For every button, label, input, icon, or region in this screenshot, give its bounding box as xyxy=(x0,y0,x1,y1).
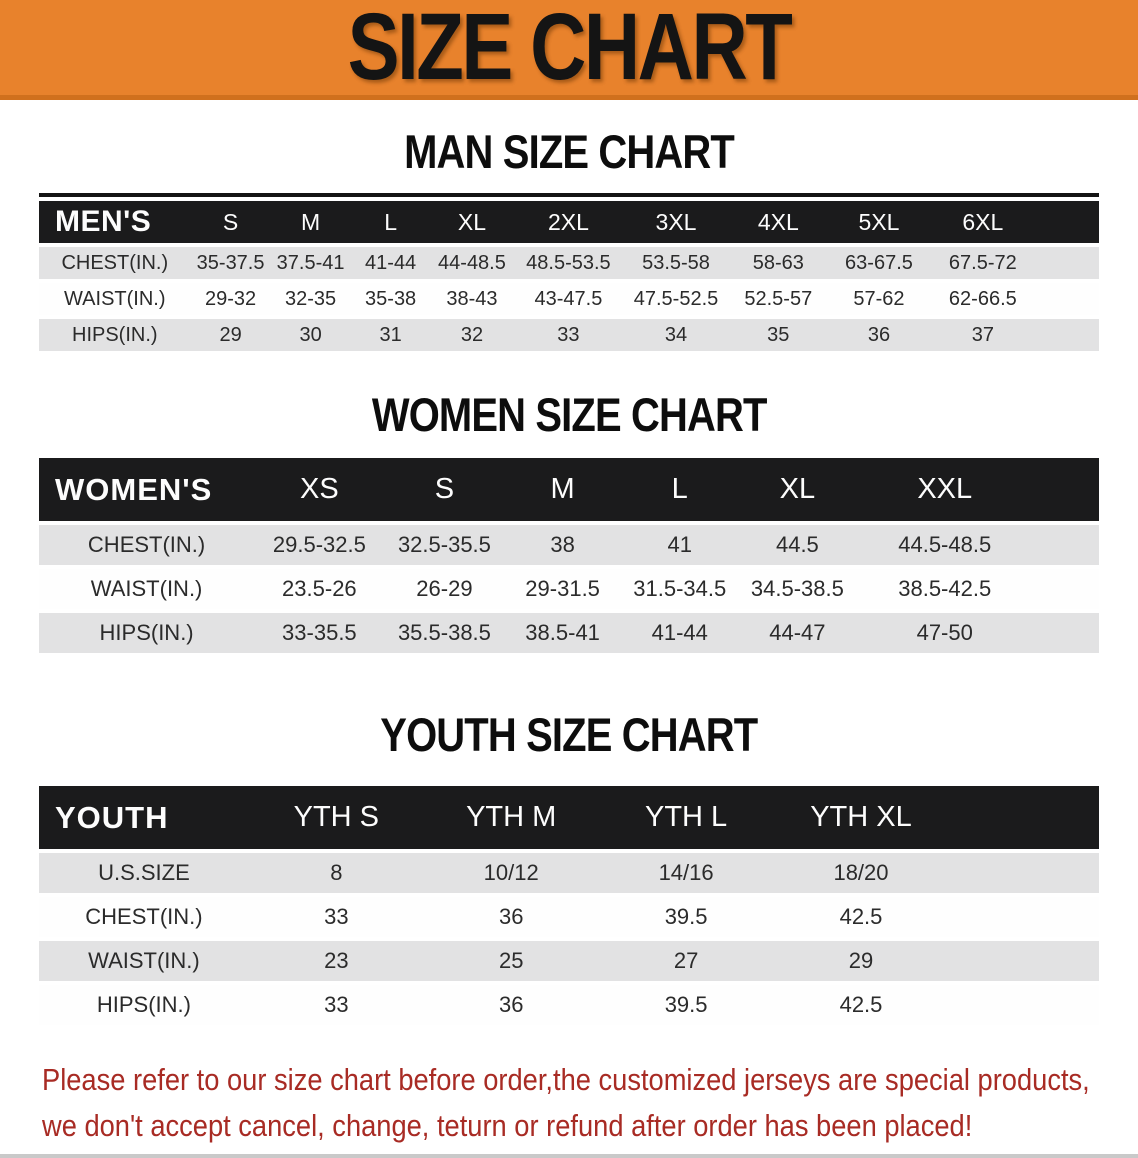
value-cell: 31 xyxy=(351,319,431,351)
value-cell: 48.5-53.5 xyxy=(513,247,623,279)
table-row xyxy=(39,569,1099,609)
column-header-cell: 3XL xyxy=(624,201,729,243)
value-cell: 38.5-42.5 xyxy=(856,569,1033,609)
spacer-cell xyxy=(1033,458,1099,521)
value-cell: 38.5-41 xyxy=(504,613,621,653)
column-header-cell: XL xyxy=(431,201,514,243)
value-cell: 44-47 xyxy=(739,613,857,653)
table-row xyxy=(39,985,1099,1025)
bottom-edge-strip xyxy=(0,1154,1138,1158)
value-cell: 29-31.5 xyxy=(504,569,621,609)
spacer-cell xyxy=(1033,613,1099,653)
youth-table-header-row xyxy=(39,786,1099,849)
row-label-cell: CHEST(IN.) xyxy=(39,525,254,565)
women-table-body xyxy=(39,525,1099,653)
value-cell: 18/20 xyxy=(774,853,949,893)
table-row xyxy=(39,283,1099,315)
women-section-heading-text: WOMEN SIZE CHART xyxy=(371,388,767,441)
value-cell: 39.5 xyxy=(599,897,774,937)
table-row xyxy=(39,613,1099,653)
value-cell: 35-37.5 xyxy=(191,247,271,279)
column-header-cell: L xyxy=(351,201,431,243)
value-cell: 41-44 xyxy=(621,613,739,653)
value-cell: 35-38 xyxy=(351,283,431,315)
women-table-header-row xyxy=(39,458,1099,521)
table-title-cell: MEN'S xyxy=(39,201,191,243)
youth-section-heading xyxy=(0,708,1138,761)
men-section-heading-text: MAN SIZE CHART xyxy=(404,125,734,178)
table-row xyxy=(39,941,1099,981)
value-cell: 33 xyxy=(513,319,623,351)
footnote xyxy=(42,1057,1138,1149)
column-header-cell: YTH M xyxy=(424,786,599,849)
spacer-cell xyxy=(1036,319,1099,351)
column-header-cell: XXL xyxy=(856,458,1033,521)
value-cell: 53.5-58 xyxy=(624,247,729,279)
value-cell: 41-44 xyxy=(351,247,431,279)
column-header-cell: S xyxy=(385,458,505,521)
value-cell: 25 xyxy=(424,941,599,981)
value-cell: 23 xyxy=(249,941,424,981)
value-cell: 26-29 xyxy=(385,569,505,609)
value-cell: 41 xyxy=(621,525,739,565)
value-cell: 39.5 xyxy=(599,985,774,1025)
women-size-table xyxy=(39,454,1099,657)
banner xyxy=(0,0,1138,100)
value-cell: 37.5-41 xyxy=(271,247,351,279)
men-section-heading xyxy=(0,125,1138,178)
value-cell: 33 xyxy=(249,897,424,937)
banner-title: SIZE CHART xyxy=(347,0,791,100)
spacer-cell xyxy=(1036,247,1099,279)
value-cell: 33-35.5 xyxy=(254,613,384,653)
value-cell: 34.5-38.5 xyxy=(739,569,857,609)
spacer-cell xyxy=(948,853,1099,893)
column-header-cell: YTH S xyxy=(249,786,424,849)
value-cell: 36 xyxy=(424,897,599,937)
table-title-cell: YOUTH xyxy=(39,786,249,849)
value-cell: 29 xyxy=(191,319,271,351)
value-cell: 30 xyxy=(271,319,351,351)
table-title-cell: WOMEN'S xyxy=(39,458,254,521)
row-label-cell: HIPS(IN.) xyxy=(39,613,254,653)
spacer-cell xyxy=(1033,569,1099,609)
value-cell: 29-32 xyxy=(191,283,271,315)
spacer-cell xyxy=(1033,525,1099,565)
column-header-cell: XS xyxy=(254,458,384,521)
value-cell: 38 xyxy=(504,525,621,565)
table-row xyxy=(39,897,1099,937)
value-cell: 43-47.5 xyxy=(513,283,623,315)
value-cell: 36 xyxy=(424,985,599,1025)
value-cell: 36 xyxy=(828,319,930,351)
value-cell: 58-63 xyxy=(728,247,828,279)
men-table-body xyxy=(39,247,1099,351)
women-section xyxy=(0,388,1138,657)
value-cell: 31.5-34.5 xyxy=(621,569,739,609)
table-row xyxy=(39,247,1099,279)
value-cell: 62-66.5 xyxy=(930,283,1036,315)
column-header-cell: 4XL xyxy=(728,201,828,243)
value-cell: 34 xyxy=(624,319,729,351)
value-cell: 8 xyxy=(249,853,424,893)
column-header-cell: M xyxy=(271,201,351,243)
column-header-cell: L xyxy=(621,458,739,521)
table-row xyxy=(39,319,1099,351)
row-label-cell: HIPS(IN.) xyxy=(39,985,249,1025)
men-table-header-row xyxy=(39,201,1099,243)
column-header-cell: XL xyxy=(739,458,857,521)
table-row xyxy=(39,853,1099,893)
value-cell: 42.5 xyxy=(774,897,949,937)
value-cell: 27 xyxy=(599,941,774,981)
spacer-cell xyxy=(948,985,1099,1025)
value-cell: 37 xyxy=(930,319,1036,351)
youth-table-body xyxy=(39,853,1099,1025)
value-cell: 29 xyxy=(774,941,949,981)
footnote-line-2 xyxy=(42,1103,1138,1149)
value-cell: 38-43 xyxy=(431,283,514,315)
footnote-line-2-text: we don't accept cancel, change, teturn or refund after order has been placed! xyxy=(42,1108,973,1143)
value-cell: 42.5 xyxy=(774,985,949,1025)
youth-section-heading-text: YOUTH SIZE CHART xyxy=(380,708,758,761)
value-cell: 23.5-26 xyxy=(254,569,384,609)
spacer-cell xyxy=(948,786,1099,849)
value-cell: 63-67.5 xyxy=(828,247,930,279)
column-header-cell: M xyxy=(504,458,621,521)
value-cell: 35 xyxy=(728,319,828,351)
value-cell: 35.5-38.5 xyxy=(385,613,505,653)
column-header-cell: YTH XL xyxy=(774,786,949,849)
women-section-heading xyxy=(0,388,1138,441)
footnote-line-1 xyxy=(42,1057,1138,1103)
row-label-cell: HIPS(IN.) xyxy=(39,319,191,351)
youth-size-table xyxy=(39,782,1099,1029)
row-label-cell: CHEST(IN.) xyxy=(39,897,249,937)
row-label-cell: U.S.SIZE xyxy=(39,853,249,893)
value-cell: 47.5-52.5 xyxy=(624,283,729,315)
value-cell: 44.5 xyxy=(739,525,857,565)
row-label-cell: CHEST(IN.) xyxy=(39,247,191,279)
value-cell: 32-35 xyxy=(271,283,351,315)
men-size-table xyxy=(39,193,1099,355)
value-cell: 32 xyxy=(431,319,514,351)
men-section xyxy=(0,125,1138,355)
row-label-cell: WAIST(IN.) xyxy=(39,283,191,315)
row-label-cell: WAIST(IN.) xyxy=(39,569,254,609)
value-cell: 44.5-48.5 xyxy=(856,525,1033,565)
footnote-line-1-text: Please refer to our size chart before order,the customized jerseys are special products, xyxy=(42,1062,1090,1097)
value-cell: 32.5-35.5 xyxy=(385,525,505,565)
column-header-cell: 2XL xyxy=(513,201,623,243)
spacer-cell xyxy=(1036,283,1099,315)
value-cell: 29.5-32.5 xyxy=(254,525,384,565)
spacer-cell xyxy=(1036,201,1099,243)
youth-section xyxy=(0,708,1138,1029)
value-cell: 33 xyxy=(249,985,424,1025)
column-header-cell: 6XL xyxy=(930,201,1036,243)
table-row xyxy=(39,525,1099,565)
column-header-cell: YTH L xyxy=(599,786,774,849)
column-header-cell: S xyxy=(191,201,271,243)
value-cell: 10/12 xyxy=(424,853,599,893)
value-cell: 47-50 xyxy=(856,613,1033,653)
value-cell: 67.5-72 xyxy=(930,247,1036,279)
value-cell: 57-62 xyxy=(828,283,930,315)
value-cell: 14/16 xyxy=(599,853,774,893)
row-label-cell: WAIST(IN.) xyxy=(39,941,249,981)
spacer-cell xyxy=(948,941,1099,981)
spacer-cell xyxy=(948,897,1099,937)
column-header-cell: 5XL xyxy=(828,201,930,243)
value-cell: 44-48.5 xyxy=(431,247,514,279)
value-cell: 52.5-57 xyxy=(728,283,828,315)
